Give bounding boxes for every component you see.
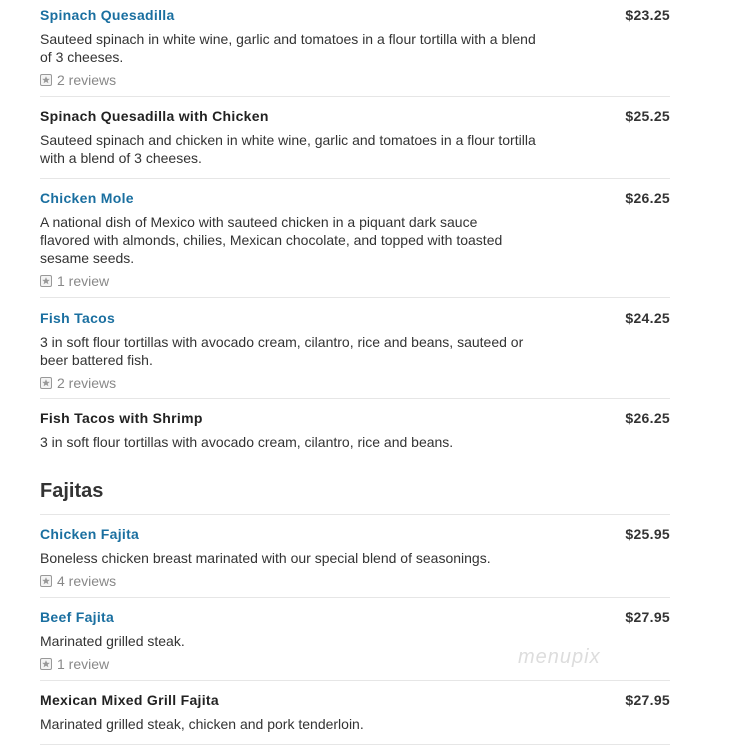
item-price: $27.95 <box>625 609 670 625</box>
item-price: $25.25 <box>625 108 670 124</box>
section-title: Fajitas <box>40 480 104 502</box>
menu-item <box>40 515 670 598</box>
menu-item <box>40 179 670 298</box>
item-description: Boneless chicken breast marinated with our special blend of seasonings. <box>40 550 491 566</box>
item-description: 3 in soft flour tortillas with avocado cream, cilantro, rice and beans, sauteed or beer battered fish. <box>40 334 524 368</box>
star-icon <box>40 275 52 287</box>
reviews-label: 4 reviews <box>57 573 117 589</box>
menu-item <box>40 681 670 745</box>
reviews-label: 2 reviews <box>57 72 117 88</box>
item-description: Marinated grilled steak, chicken and pork tenderloin. <box>40 716 364 732</box>
item-description: A national dish of Mexico with sauteed chicken in a piquant dark sauce flavored with almonds, chilies, Mexican chocolate, and topped with toasted sesame seeds. <box>40 214 503 266</box>
reviews-label: 1 review <box>57 656 110 672</box>
item-name-link[interactable]: Fish Tacos <box>40 310 116 326</box>
watermark-logo: menupix <box>518 646 601 668</box>
menu-item <box>40 298 670 399</box>
item-name: Mexican Mixed Grill Fajita <box>40 692 219 708</box>
item-name: Fish Tacos with Shrimp <box>40 410 203 426</box>
item-name-link[interactable]: Spinach Quesadilla <box>40 7 175 23</box>
item-description: 3 in soft flour tortillas with avocado cream, cilantro, rice and beans. <box>40 434 454 450</box>
section-header <box>40 479 670 515</box>
item-price: $25.95 <box>625 526 670 542</box>
item-price: $26.25 <box>625 190 670 206</box>
menu-item <box>40 399 670 479</box>
item-description: Sauteed spinach and chicken in white wine, garlic and tomatoes in a flour tortilla with a blend of 3 cheeses. <box>40 132 536 166</box>
item-description: Sauteed spinach in white wine, garlic and tomatoes in a flour tortilla with a blend of 3 cheeses. <box>40 31 536 65</box>
item-name-link[interactable]: Chicken Mole <box>40 190 134 206</box>
item-name: Spinach Quesadilla with Chicken <box>40 108 269 124</box>
item-price: $26.25 <box>625 410 670 426</box>
item-reviews-link[interactable] <box>40 374 116 392</box>
menu-item <box>40 97 670 179</box>
item-price: $23.25 <box>625 7 670 23</box>
star-icon <box>40 658 52 670</box>
star-icon <box>40 74 52 86</box>
item-name-link[interactable]: Beef Fajita <box>40 609 115 625</box>
item-reviews-link[interactable] <box>40 572 116 590</box>
item-description: Marinated grilled steak. <box>40 633 185 649</box>
item-price: $27.95 <box>625 692 670 708</box>
reviews-label: 1 review <box>57 273 110 289</box>
reviews-label: 2 reviews <box>57 375 117 391</box>
menu-item <box>40 0 670 97</box>
star-icon <box>40 377 52 389</box>
item-reviews-link[interactable] <box>40 655 109 673</box>
item-price: $24.25 <box>625 310 670 326</box>
item-name-link[interactable]: Chicken Fajita <box>40 526 140 542</box>
star-icon <box>40 575 52 587</box>
item-reviews-link[interactable] <box>40 272 109 290</box>
item-reviews-link[interactable] <box>40 71 116 89</box>
menu-list <box>40 0 670 745</box>
